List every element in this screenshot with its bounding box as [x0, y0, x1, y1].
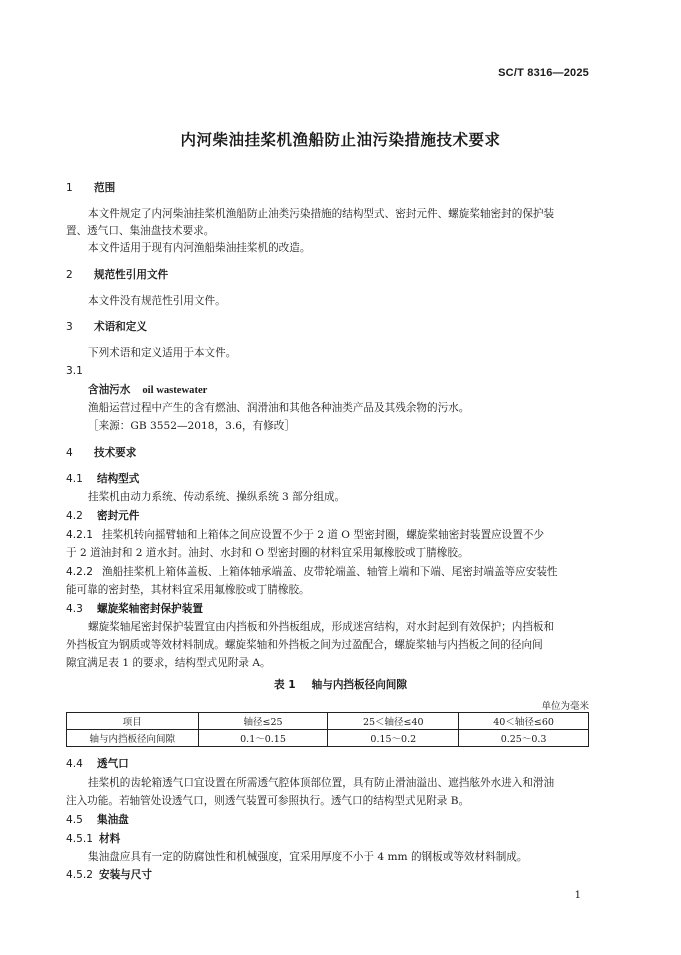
clause-text: 渔船挂桨机上箱体盖板、上箱体轴承端盖、皮带轮端盖、轴管上端和下端、尾密封端盖等应安装性 — [102, 566, 558, 578]
subsection-4-3-heading — [66, 602, 203, 616]
section-number: 4 — [66, 447, 73, 459]
table-unit-note: 单位为毫米 — [541, 701, 589, 712]
section-number: 2 — [66, 269, 73, 281]
table-cell: 0.1～0.15 — [198, 730, 328, 747]
paragraph-continuation: 注入功能。若轴管处设透气口，则透气装置可参照执行。透气口的结构型式见附录 B。 — [66, 795, 470, 807]
paragraph: 集油盘应具有一定的防腐蚀性和机械强度，宜采用厚度不小于 4 mm 的钢板或等效材料制成。 — [88, 851, 528, 863]
subsection-number: 4.5.2 — [66, 869, 93, 881]
section-number: 1 — [66, 182, 73, 194]
table-row — [67, 730, 589, 747]
subsection-number: 4.3 — [66, 603, 83, 615]
table-header-cell: 25＜轴径≤40 — [328, 713, 459, 730]
subsection-4-4-heading — [66, 757, 129, 771]
page-number: 1 — [574, 890, 581, 901]
term-english: oil wastewater — [142, 385, 208, 396]
paragraph: 本文件适用于现有内河渔船柴油挂桨机的改造。 — [88, 242, 311, 254]
clause-number: 4.2.1 — [66, 529, 93, 541]
subsection-title: 材料 — [99, 833, 121, 845]
subsection-4-2-heading — [66, 509, 139, 523]
table-cell: 轴与内挡板径向间隙 — [67, 730, 199, 747]
section-title: 范围 — [94, 182, 116, 194]
section-1-heading — [66, 181, 115, 195]
table-number: 表 1 — [274, 679, 296, 691]
section-title: 技术要求 — [94, 447, 137, 459]
term-chinese: 含油污水 — [88, 384, 131, 396]
section-2-heading — [66, 268, 168, 282]
subsection-title: 螺旋桨轴密封保护装置 — [97, 603, 203, 615]
term-source: ［来源：GB 3552—2018，3.6，有修改］ — [88, 420, 295, 432]
table-header-cell: 项目 — [67, 713, 199, 730]
paragraph: 下列术语和定义适用于本文件。 — [88, 347, 237, 359]
subsection-title: 密封元件 — [97, 510, 140, 522]
table-title: 轴与内挡板径向间隙 — [311, 679, 407, 691]
subsection-number: 4.5 — [66, 814, 83, 826]
table-cell: 0.25～0.3 — [459, 730, 589, 747]
section-4-heading — [66, 446, 136, 460]
subsection-4-5-1-heading — [66, 832, 120, 846]
term-definition: 渔船运营过程中产生的含有燃油、润滑油和其他各种油类产品及其残余物的污水。 — [88, 402, 470, 414]
table-cell: 0.15～0.2 — [328, 730, 459, 747]
subsection-title: 结构型式 — [97, 473, 140, 485]
term-heading — [88, 383, 207, 398]
section-title: 规范性引用文件 — [94, 269, 169, 281]
paragraph: 本文件规定了内河柴油挂桨机渔船防止油类污染措施的结构型式、密封元件、螺旋桨轴密封的保护装 — [88, 208, 555, 220]
subsection-number: 4.1 — [66, 473, 83, 485]
paragraph-continuation: 置、透气口、集油盘技术要求。 — [66, 225, 215, 237]
section-number: 3 — [66, 321, 73, 333]
subsection-title: 安装与尺寸 — [99, 869, 152, 881]
table-header-cell: 40＜轴径≤60 — [459, 713, 589, 730]
subsection-number: 4.4 — [66, 758, 83, 770]
section-3-heading — [66, 320, 147, 334]
subsection-4-5-heading — [66, 813, 129, 827]
subsection-4-5-2-heading — [66, 868, 152, 882]
clause-4-2-2 — [66, 565, 558, 579]
paragraph-continuation: 隙宜满足表 1 的要求，结构型式见附录 A。 — [66, 657, 271, 669]
subsection-title: 集油盘 — [97, 814, 129, 826]
document-title: 内河柴油挂桨机渔船防止油污染措施技术要求 — [180, 131, 501, 149]
table-caption — [0, 677, 681, 692]
table-header-row — [67, 713, 589, 730]
paragraph-continuation: 于 2 道油封和 2 道水封。油封、水封和 O 型密封圈的材料宜采用氟橡胶或丁腈橡胶。 — [66, 547, 469, 559]
paragraph: 螺旋桨轴尾密封保护装置宜由内挡板和外挡板组成，形成迷宫结构，对水封起到有效保护；内挡板和 — [88, 621, 555, 633]
subsection-number: 4.5.1 — [66, 833, 93, 845]
clause-4-2-1 — [66, 528, 544, 542]
term-number: 3.1 — [66, 365, 83, 377]
paragraph: 挂桨机的齿轮箱透气口宜设置在所需透气腔体顶部位置，具有防止滑油溢出、遮挡舷外水进入和滑油 — [88, 777, 555, 789]
clause-text: 挂桨机转向摇臂轴和上箱体之间应设置不少于 2 道 O 型密封圈，螺旋桨轴密封装置应设置不少 — [102, 529, 545, 541]
clearance-table — [66, 712, 589, 747]
clause-number: 4.2.2 — [66, 566, 93, 578]
subsection-title: 透气口 — [97, 758, 129, 770]
standard-code: SC/T 8316—2025 — [498, 67, 589, 79]
section-title: 术语和定义 — [94, 321, 147, 333]
paragraph-continuation: 外挡板宜为钢质或等效材料制成。螺旋桨轴和外挡板之间为过盈配合，螺旋桨轴与内挡板之间的径向间 — [66, 639, 543, 651]
subsection-4-1-heading — [66, 472, 139, 486]
paragraph: 本文件没有规范性引用文件。 — [88, 295, 226, 307]
table-header-cell: 轴径≤25 — [198, 713, 328, 730]
subsection-number: 4.2 — [66, 510, 83, 522]
paragraph: 挂桨机由动力系统、传动系统、操纵系统 3 部分组成。 — [88, 491, 346, 503]
paragraph-continuation: 能可靠的密封垫，其材料宜采用氟橡胶或丁腈橡胶。 — [66, 584, 310, 596]
